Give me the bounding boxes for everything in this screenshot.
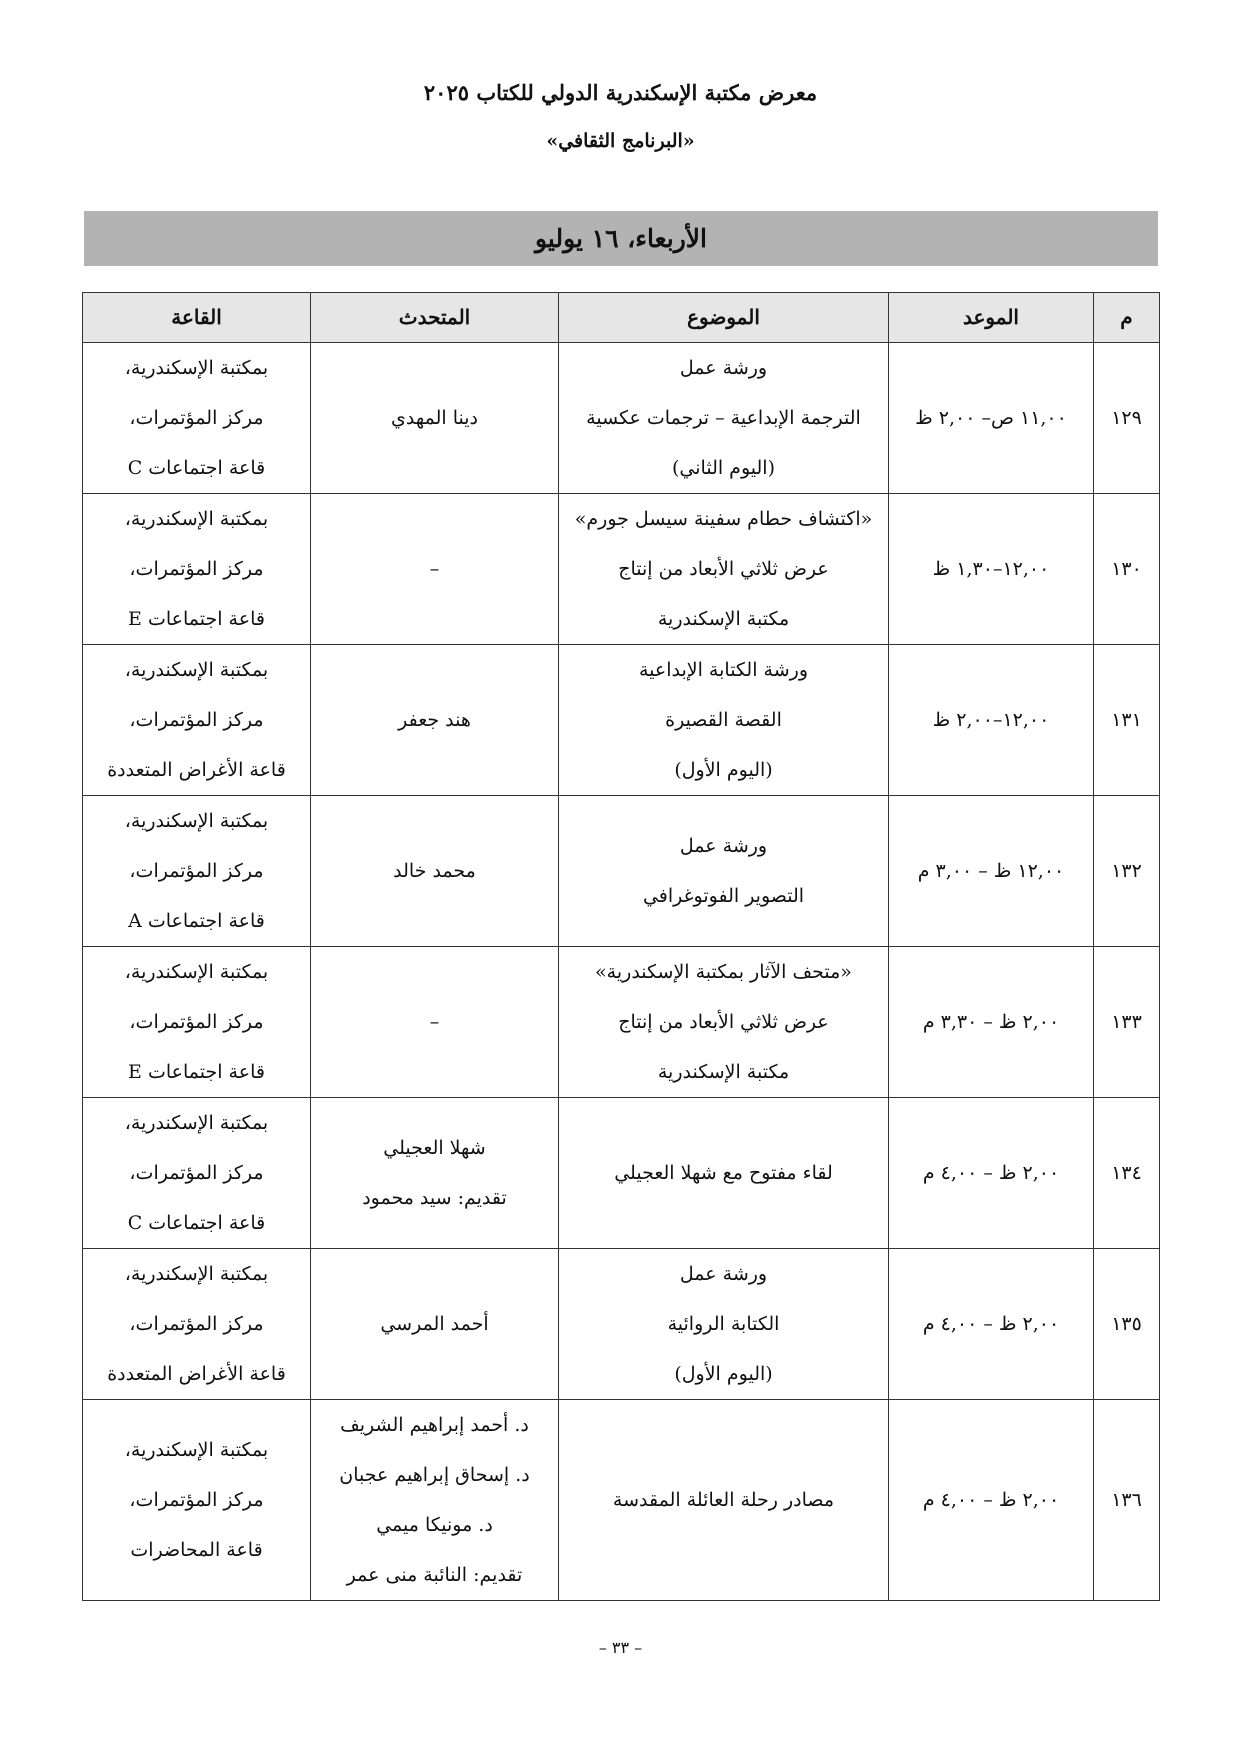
cell-topic-line: مكتبة الإسكندرية [657, 1061, 790, 1083]
cell-speaker [311, 494, 559, 645]
cell-topic [559, 796, 889, 947]
cell-topic [559, 1400, 889, 1601]
table-row [83, 1098, 1160, 1249]
cell-speaker-line: دينا المهدي [391, 407, 478, 429]
cell-speaker [311, 1098, 559, 1249]
cell-topic-line: الترجمة الإبداعية – ترجمات عكسية [586, 407, 861, 429]
header-speaker: المتحدث [311, 293, 559, 343]
cell-venue-line: بمكتبة الإسكندرية، [124, 508, 269, 530]
cell-venue [83, 1400, 311, 1601]
table-row [83, 343, 1160, 494]
cell-topic-line: القصة القصيرة [665, 709, 782, 731]
cell-speaker [311, 343, 559, 494]
cell-speaker-line: تقديم: النائبة منى عمر [346, 1564, 523, 1586]
cell-venue [83, 796, 311, 947]
page-number: – ٣٣ – [598, 1638, 643, 1657]
cell-num: ١٣٤ [1094, 1098, 1160, 1249]
cell-speaker-line: د. مونيكا ميمي [376, 1514, 493, 1536]
cell-time: ١٢,٠٠ ظ – ٣,٠٠ م [889, 796, 1094, 947]
table-row [83, 645, 1160, 796]
cell-topic-line: ورشة الكتابة الإبداعية [638, 659, 808, 681]
cell-speaker-line: محمد خالد [393, 860, 476, 882]
cell-venue-line: مركز المؤتمرات، [129, 709, 264, 731]
header-topic: الموضوع [559, 293, 889, 343]
cell-time: ١٢,٠٠–٢,٠٠ ظ [889, 645, 1094, 796]
cell-topic-line: مكتبة الإسكندرية [657, 608, 790, 630]
cell-time: ٢,٠٠ ظ – ٤,٠٠ م [889, 1249, 1094, 1400]
cell-time: ٢,٠٠ ظ – ٤,٠٠ م [889, 1098, 1094, 1249]
cell-venue-line: بمكتبة الإسكندرية، [124, 961, 269, 983]
cell-topic-line: التصوير الفوتوغرافي [642, 885, 805, 907]
cell-venue [83, 645, 311, 796]
cell-venue [83, 947, 311, 1098]
cell-venue [83, 343, 311, 494]
cell-venue-line: بمكتبة الإسكندرية، [124, 1263, 269, 1285]
schedule-table [82, 292, 1160, 1601]
cell-num: ١٢٩ [1094, 343, 1160, 494]
cell-speaker [311, 1400, 559, 1601]
cell-topic-line: عرض ثلاثي الأبعاد من إنتاج [618, 558, 829, 580]
cell-speaker-line: د. أحمد إبراهيم الشريف [340, 1414, 529, 1436]
cell-venue-line: قاعة اجتماعات E [128, 608, 265, 630]
cell-venue-line: قاعة اجتماعات C [127, 457, 266, 479]
cell-time: ٢,٠٠ ظ – ٣,٣٠ م [889, 947, 1094, 1098]
cell-time: ١١,٠٠ ص– ٢,٠٠ ظ [889, 343, 1094, 494]
cell-speaker [311, 947, 559, 1098]
cell-topic [559, 1249, 889, 1400]
cell-time: ١٢,٠٠–١,٣٠ ظ [889, 494, 1094, 645]
table-row [83, 1400, 1160, 1601]
cell-num: ١٣٢ [1094, 796, 1160, 947]
cell-venue-line: بمكتبة الإسكندرية، [124, 1439, 269, 1461]
cell-topic-line: ورشة عمل [679, 835, 768, 857]
cell-venue-line: مركز المؤتمرات، [129, 558, 264, 580]
header-time: الموعد [889, 293, 1094, 343]
cell-venue-line: بمكتبة الإسكندرية، [124, 810, 269, 832]
cell-venue [83, 1249, 311, 1400]
cell-venue-line: قاعة الأغراض المتعددة [107, 1363, 286, 1385]
cell-speaker-line: – [429, 558, 440, 580]
cell-topic-line: الكتابة الروائية [667, 1313, 780, 1335]
cell-topic-line: (اليوم الأول) [674, 759, 773, 781]
cell-speaker-line: هند جعفر [398, 709, 471, 731]
schedule-body [83, 343, 1160, 1601]
table-row [83, 947, 1160, 1098]
cell-venue-line: بمكتبة الإسكندرية، [124, 357, 269, 379]
cell-topic-line: ورشة عمل [679, 1263, 768, 1285]
cell-topic [559, 645, 889, 796]
document-title: معرض مكتبة الإسكندرية الدولي للكتاب ٢٠٢٥ [423, 80, 818, 105]
cell-venue-line: قاعة المحاضرات [130, 1539, 263, 1561]
cell-topic-line: لقاء مفتوح مع شهلا العجيلي [614, 1162, 833, 1184]
cell-num: ١٣٦ [1094, 1400, 1160, 1601]
cell-num: ١٣٥ [1094, 1249, 1160, 1400]
cell-num: ١٣٠ [1094, 494, 1160, 645]
table-row [83, 1249, 1160, 1400]
cell-venue-line: قاعة اجتماعات E [128, 1061, 265, 1083]
cell-venue-line: مركز المؤتمرات، [129, 1489, 264, 1511]
header-venue: القاعة [83, 293, 311, 343]
table-row [83, 494, 1160, 645]
cell-speaker [311, 645, 559, 796]
document-subtitle: «البرنامج الثقافي» [546, 130, 695, 152]
cell-num: ١٣١ [1094, 645, 1160, 796]
table-header-row [83, 293, 1160, 343]
cell-venue-line: مركز المؤتمرات، [129, 860, 264, 882]
cell-venue [83, 1098, 311, 1249]
cell-speaker [311, 1249, 559, 1400]
cell-time: ٢,٠٠ ظ – ٤,٠٠ م [889, 1400, 1094, 1601]
cell-topic [559, 1098, 889, 1249]
cell-speaker-line: أحمد المرسي [380, 1313, 489, 1335]
cell-venue-line: مركز المؤتمرات، [129, 1162, 264, 1184]
cell-speaker [311, 796, 559, 947]
cell-speaker-line: تقديم: سيد محمود [362, 1187, 507, 1209]
cell-topic-line: ورشة عمل [679, 357, 768, 379]
cell-topic [559, 343, 889, 494]
cell-num: ١٣٣ [1094, 947, 1160, 1098]
cell-speaker-line: شهلا العجيلي [383, 1137, 486, 1159]
cell-venue-line: قاعة اجتماعات C [127, 1212, 266, 1234]
cell-topic-line: «اكتشاف حطام سفينة سيسل جورم» [574, 508, 873, 530]
cell-topic-line: «متحف الآثار بمكتبة الإسكندرية» [595, 961, 852, 983]
cell-venue-line: بمكتبة الإسكندرية، [124, 659, 269, 681]
cell-topic-line: عرض ثلاثي الأبعاد من إنتاج [618, 1011, 829, 1033]
cell-venue [83, 494, 311, 645]
cell-venue-line: بمكتبة الإسكندرية، [124, 1112, 269, 1134]
cell-venue-line: مركز المؤتمرات، [129, 1011, 264, 1033]
cell-venue-line: مركز المؤتمرات، [129, 407, 264, 429]
day-banner: الأربعاء، ١٦ يوليو [84, 211, 1158, 266]
table-row [83, 796, 1160, 947]
cell-venue-line: قاعة الأغراض المتعددة [107, 759, 286, 781]
cell-venue-line: مركز المؤتمرات، [129, 1313, 264, 1335]
cell-speaker-line: – [429, 1011, 440, 1033]
cell-topic-line: (اليوم الأول) [674, 1363, 773, 1385]
cell-topic [559, 947, 889, 1098]
cell-venue-line: قاعة اجتماعات A [128, 910, 265, 932]
cell-topic-line: (اليوم الثاني) [672, 457, 775, 479]
cell-topic-line: مصادر رحلة العائلة المقدسة [612, 1489, 835, 1511]
cell-speaker-line: د. إسحاق إبراهيم عجبان [339, 1464, 530, 1486]
cell-topic [559, 494, 889, 645]
header-num: م [1094, 293, 1160, 343]
